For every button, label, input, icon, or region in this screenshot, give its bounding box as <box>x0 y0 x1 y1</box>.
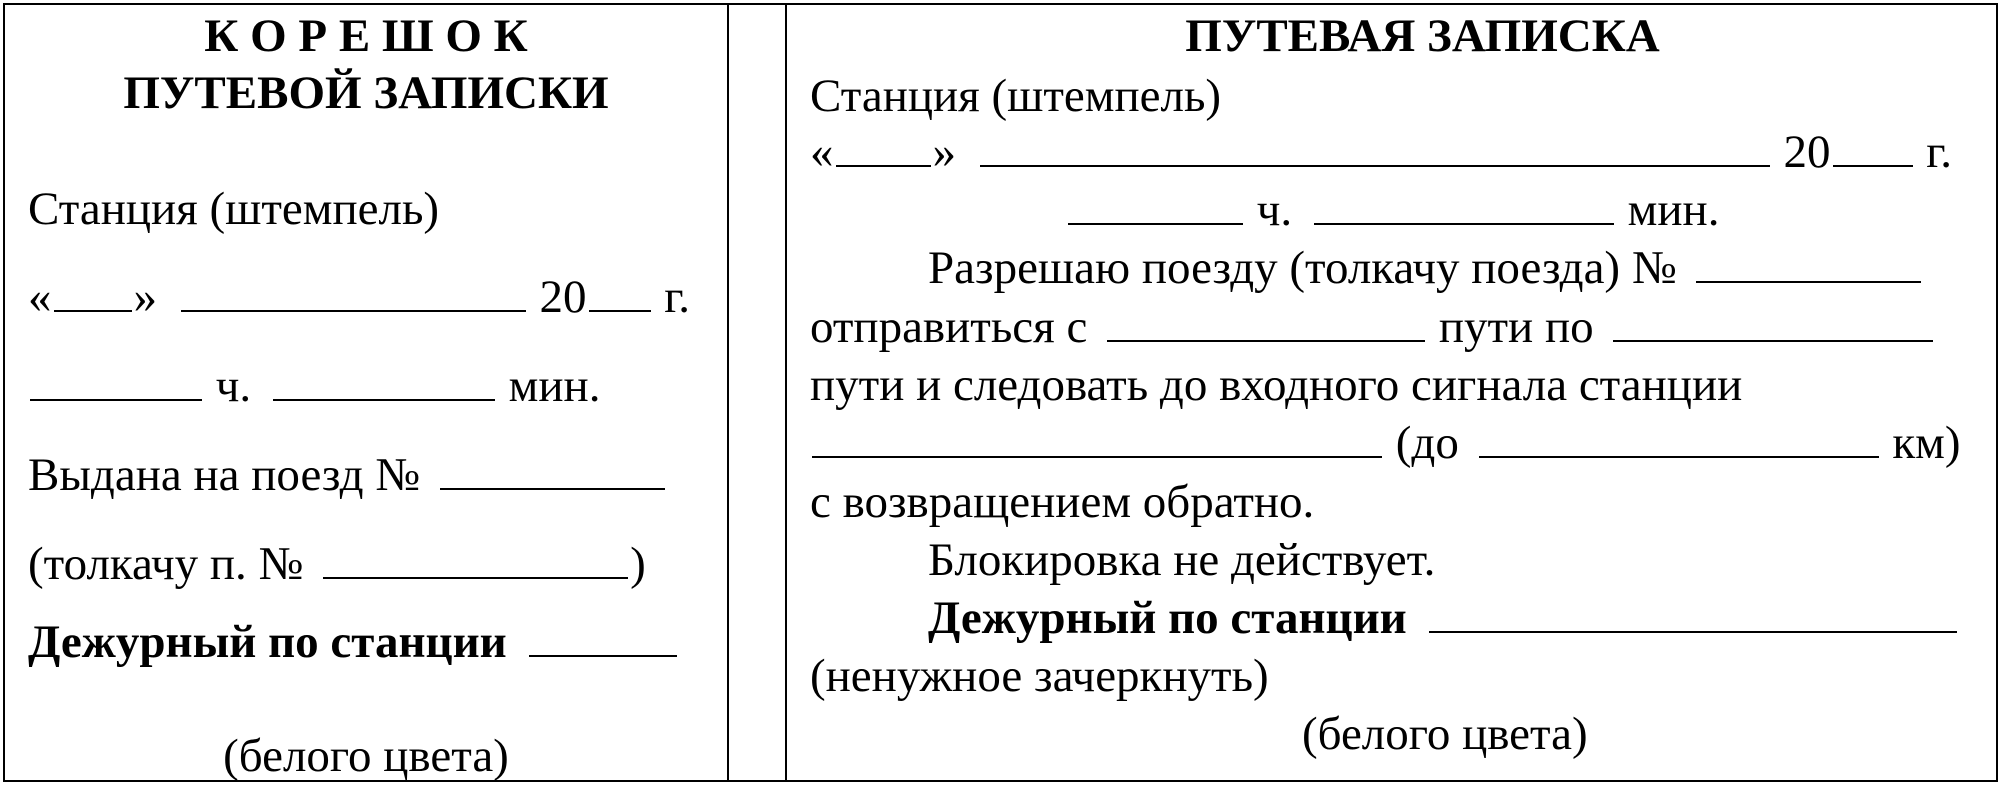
stub-pusher-line <box>28 536 646 592</box>
stub-train-number-field[interactable] <box>440 450 665 490</box>
note-year-field[interactable] <box>1833 127 1913 167</box>
stub-month-field[interactable] <box>181 272 526 312</box>
note-year-suffix: г. <box>1926 126 1952 178</box>
note-color-note: (белого цвета) <box>1302 708 1588 760</box>
note-duty-label: Дежурный по станции <box>928 592 1407 644</box>
note-time-line <box>1066 182 1719 238</box>
note-strike-note: (ненужное зачеркнуть) <box>810 650 1269 702</box>
note-day-field[interactable] <box>836 127 931 167</box>
stub-issued-label: Выдана на поезд № <box>28 449 421 501</box>
stub-title-line1: К О Р Е Ш О К <box>204 10 528 62</box>
stub-color-note: (белого цвета) <box>223 730 509 782</box>
note-duty-line <box>810 590 1959 646</box>
stub-pusher-suffix: ) <box>630 538 646 590</box>
note-block-text: Блокировка не действует. <box>928 534 1436 586</box>
note-block-line <box>810 532 1435 588</box>
note-station-field[interactable] <box>812 418 1382 458</box>
stub-hours-label: ч. <box>215 360 252 412</box>
column-divider-right <box>785 3 787 782</box>
note-station-label: Станция (штемпель) <box>810 70 1222 122</box>
stub-date-close: » <box>133 271 157 323</box>
note-duty-signature-field[interactable] <box>1429 593 1957 633</box>
note-permit-text: Разрешаю поезду (толкачу поезда) № <box>928 242 1677 294</box>
note-minutes-field[interactable] <box>1314 185 1614 225</box>
note-month-field[interactable] <box>980 127 1770 167</box>
stub-pusher-prefix: (толкачу п. № <box>28 538 304 590</box>
note-track-mid: пути по <box>1438 301 1594 353</box>
note-permit-line <box>810 240 1923 296</box>
note-train-number-field[interactable] <box>1696 243 1921 283</box>
note-minutes-label: мин. <box>1627 184 1720 236</box>
stub-year-suffix: г. <box>664 271 690 323</box>
note-from-track-field[interactable] <box>1107 302 1425 342</box>
stub-hours-field[interactable] <box>30 361 202 401</box>
note-km-line <box>810 415 1961 471</box>
stub-duty-label: Дежурный по станции <box>28 616 507 668</box>
note-title: ПУТЕВАЯ ЗАПИСКА <box>1185 10 1660 62</box>
note-km-prefix: (до <box>1395 417 1459 469</box>
note-date-open: « <box>810 126 834 178</box>
note-km-suffix: км) <box>1892 417 1961 469</box>
stub-year-field[interactable] <box>589 272 651 312</box>
note-date-close: » <box>932 126 956 178</box>
column-divider-left <box>727 3 729 782</box>
stub-minutes-label: мин. <box>508 360 601 412</box>
note-via-track-field[interactable] <box>1613 302 1933 342</box>
stub-title-line2: ПУТЕВОЙ ЗАПИСКИ <box>123 67 609 119</box>
note-follow-text: пути и следовать до входного сигнала станции <box>810 359 1743 411</box>
stub-duty-signature-field[interactable] <box>529 617 677 657</box>
note-return-text: с возвращением обратно. <box>810 476 1315 528</box>
stub-day-field[interactable] <box>54 272 132 312</box>
note-date-line <box>810 124 1952 180</box>
stub-issued-line <box>28 447 667 503</box>
note-hours-field[interactable] <box>1068 185 1243 225</box>
stub-date-line <box>28 269 690 325</box>
stub-date-open: « <box>28 271 52 323</box>
stub-duty-line <box>28 614 679 670</box>
stub-time-line <box>28 358 600 414</box>
note-km-field[interactable] <box>1479 418 1879 458</box>
note-year-prefix: 20 <box>1783 126 1831 178</box>
note-hours-label: ч. <box>1256 184 1293 236</box>
stub-pusher-number-field[interactable] <box>323 539 628 579</box>
note-depart-prefix: отправиться с <box>810 301 1088 353</box>
stub-station-label: Станция (штемпель) <box>28 183 440 235</box>
note-depart-line <box>810 299 1935 355</box>
stub-minutes-field[interactable] <box>273 361 495 401</box>
stub-year-prefix: 20 <box>539 271 587 323</box>
